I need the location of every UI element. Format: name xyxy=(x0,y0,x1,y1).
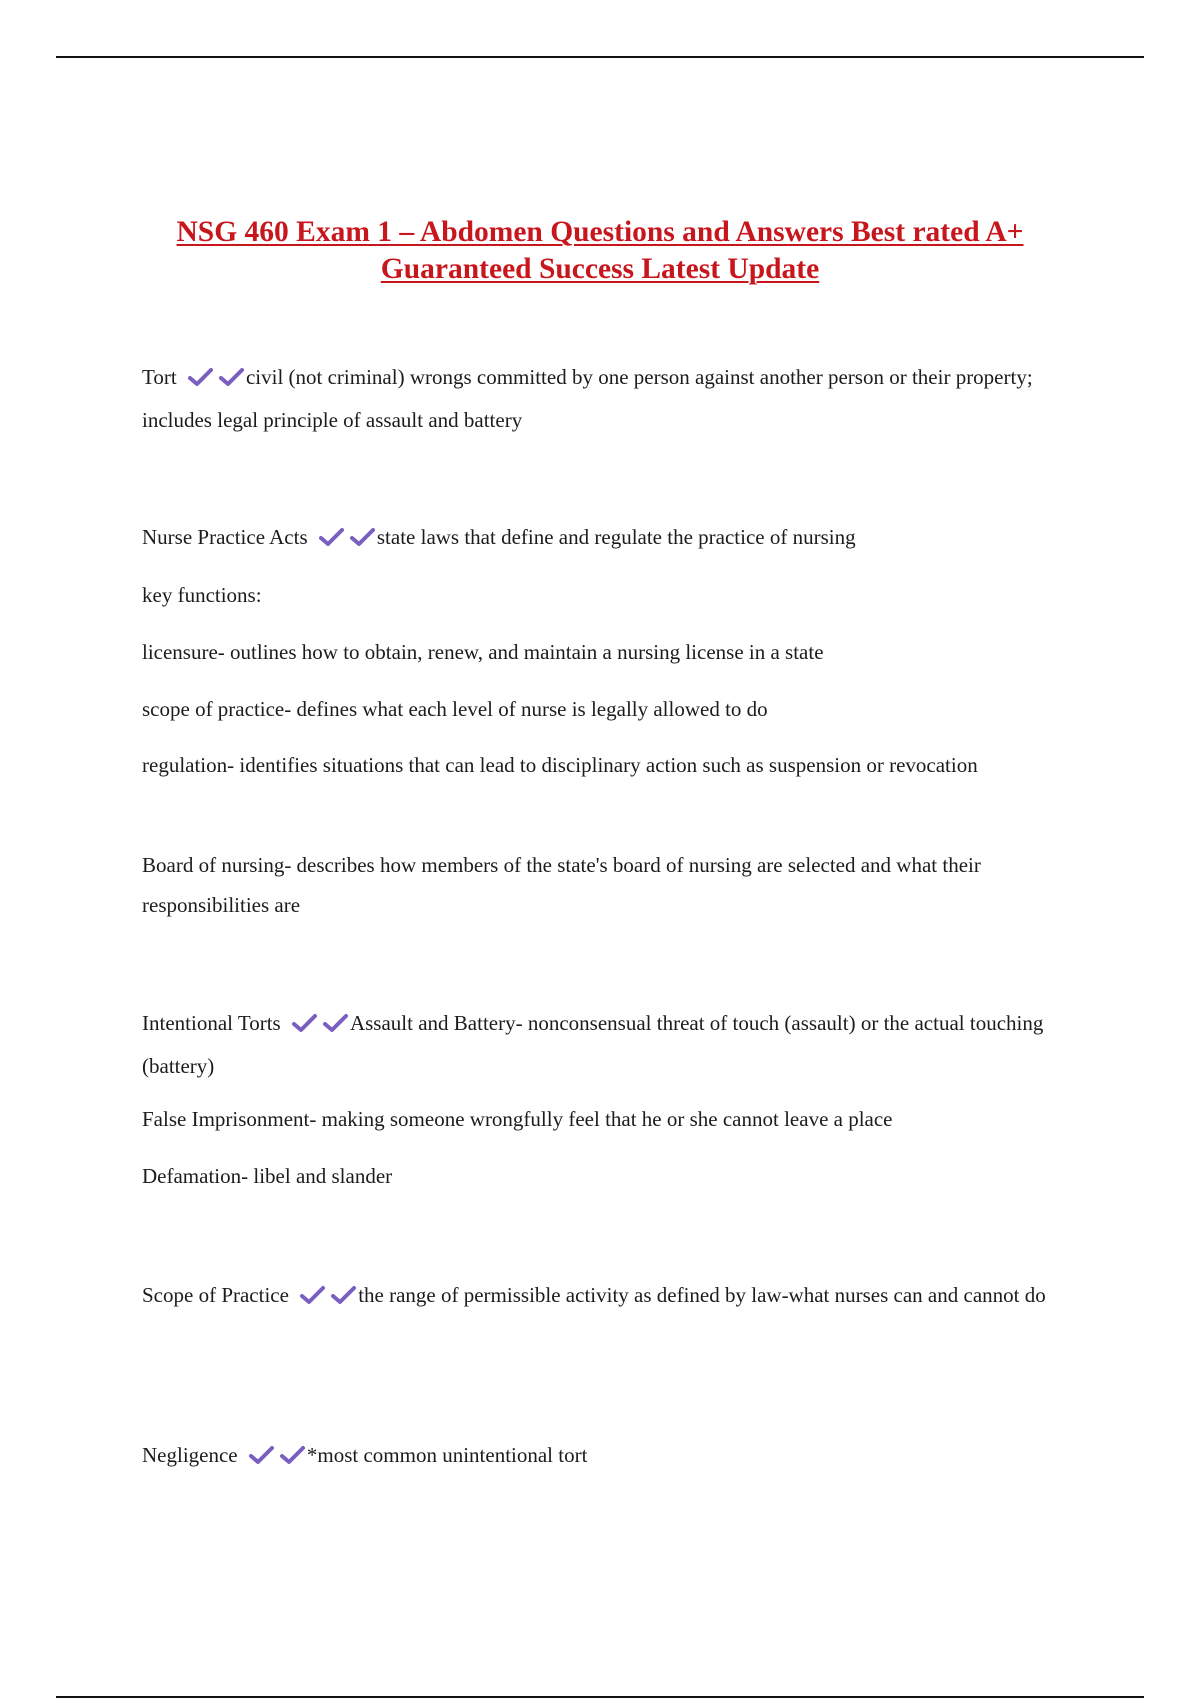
double-check-icons xyxy=(286,1011,348,1035)
document-title xyxy=(120,214,1080,288)
check-icon xyxy=(300,1285,325,1305)
entry-scope-of-practice xyxy=(142,1274,1062,1317)
entry-tort xyxy=(142,356,1062,442)
double-check-icons xyxy=(294,1283,356,1307)
check-icon xyxy=(280,1445,305,1465)
detail-line: regulation- identifies situations that can lead to disciplinary action such as suspension or revocation xyxy=(142,753,978,777)
entry-intentional-torts xyxy=(142,1002,1082,1088)
check-icon xyxy=(350,527,375,547)
detail-line: scope of practice- defines what each level of nurse is legally allowed to do xyxy=(142,697,768,721)
entry-definition: the range of permissible activity as defined by law-what nurses can and cannot do xyxy=(358,1283,1046,1307)
check-icon xyxy=(319,527,344,547)
entry-negligence xyxy=(142,1434,1082,1477)
detail-line: False Imprisonment- making someone wrongfully feel that he or she cannot leave a place xyxy=(142,1107,893,1131)
check-icon xyxy=(331,1285,356,1305)
title-line-1: NSG 460 Exam 1 – Abdomen Questions and Answers Best rated A+ xyxy=(176,216,1024,248)
detail-line: Defamation- libel and slander xyxy=(142,1164,393,1188)
entry-term: Intentional Torts xyxy=(142,1011,281,1035)
detail-line: licensure- outlines how to obtain, renew, and maintain a nursing license in a state xyxy=(142,640,824,664)
entry-term: Tort xyxy=(142,365,177,389)
entry-definition: *most common unintentional tort xyxy=(306,1443,588,1467)
entry-definition: civil (not criminal) wrongs committed by one person against another person or their property; includes legal principle of assault and battery xyxy=(142,365,1033,432)
entry-definition: Assault and Battery- nonconsensual threat of touch (assault) or the actual touching (battery) xyxy=(142,1011,1044,1078)
check-icon xyxy=(219,367,244,387)
entry-term: Scope of Practice xyxy=(142,1283,289,1307)
entry-term: Negligence xyxy=(142,1443,238,1467)
check-icon xyxy=(249,1445,274,1465)
double-check-icons xyxy=(182,365,244,389)
double-check-icons xyxy=(243,1443,305,1467)
check-icon xyxy=(323,1013,348,1033)
detail-line: key functions: xyxy=(142,583,262,607)
entry-nurse-practice-acts xyxy=(142,516,1082,559)
double-check-icons xyxy=(313,525,375,549)
check-icon xyxy=(292,1013,317,1033)
check-icon xyxy=(188,367,213,387)
footer-rule xyxy=(56,1696,1144,1698)
detail-line: Board of nursing- describes how members of the state's board of nursing are selected and what their responsibilities are xyxy=(142,853,981,917)
entry-term: Nurse Practice Acts xyxy=(142,525,308,549)
entry-definition: state laws that define and regulate the practice of nursing xyxy=(376,525,856,549)
title-line-2: Guaranteed Success Latest Update xyxy=(380,253,820,285)
header-rule xyxy=(56,56,1144,58)
